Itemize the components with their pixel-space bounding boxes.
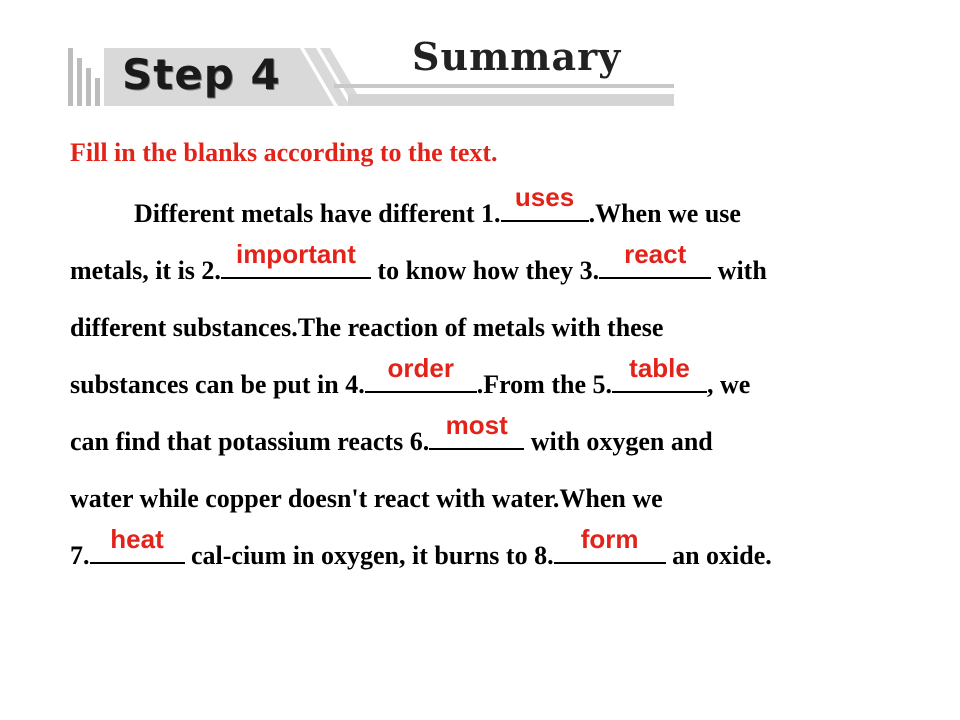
answer-3: react — [624, 239, 687, 269]
passage-text: cal-cium in oxygen, it burns to 8. — [184, 541, 554, 570]
passage-text: .When we use — [588, 199, 741, 228]
passage-text: metals, it is 2. — [70, 256, 221, 285]
blank-6 — [429, 410, 524, 450]
answer-6: most — [445, 410, 508, 440]
blank-1 — [501, 182, 589, 222]
answer-1: uses — [514, 182, 575, 212]
passage-text: can find that potassium reacts 6. — [70, 427, 430, 456]
passage-line-2 — [70, 239, 910, 299]
step-label: Step 4 — [122, 50, 281, 99]
passage-text: 7. — [70, 541, 90, 570]
blank-3 — [599, 239, 711, 279]
passage-line-5 — [70, 410, 910, 470]
passage-text: different substances.The reaction of metals with these — [70, 313, 664, 342]
answer-4: order — [387, 353, 454, 383]
passage-line-1 — [70, 182, 910, 242]
blank-7 — [90, 524, 185, 564]
passage-line-3 — [70, 299, 910, 356]
blank-5 — [612, 353, 707, 393]
passage-text: Different metals have different 1. — [134, 199, 501, 228]
passage-text: with — [711, 256, 767, 285]
passage-text: , we — [707, 370, 751, 399]
passage-line-4 — [70, 353, 910, 413]
answer-2: important — [235, 239, 356, 269]
blank-8 — [554, 524, 666, 564]
instruction-text: Fill in the blanks according to the text. — [70, 138, 498, 167]
blank-2 — [221, 239, 371, 279]
passage-text: water while copper doesn't react with water.When we — [70, 484, 663, 513]
passage-text: .From the 5. — [476, 370, 613, 399]
passage-text: substances can be put in 4. — [70, 370, 365, 399]
passage — [70, 182, 910, 584]
page-title: Summary — [412, 34, 622, 79]
answer-7: heat — [110, 524, 164, 554]
answer-8: form — [580, 524, 639, 554]
passage-line-6 — [70, 470, 910, 527]
passage-text: to know how they 3. — [370, 256, 600, 285]
passage-text: an oxide. — [665, 541, 772, 570]
passage-text: with oxygen and — [524, 427, 713, 456]
answer-5: table — [629, 353, 690, 383]
passage-line-7 — [70, 524, 910, 584]
blank-4 — [365, 353, 477, 393]
